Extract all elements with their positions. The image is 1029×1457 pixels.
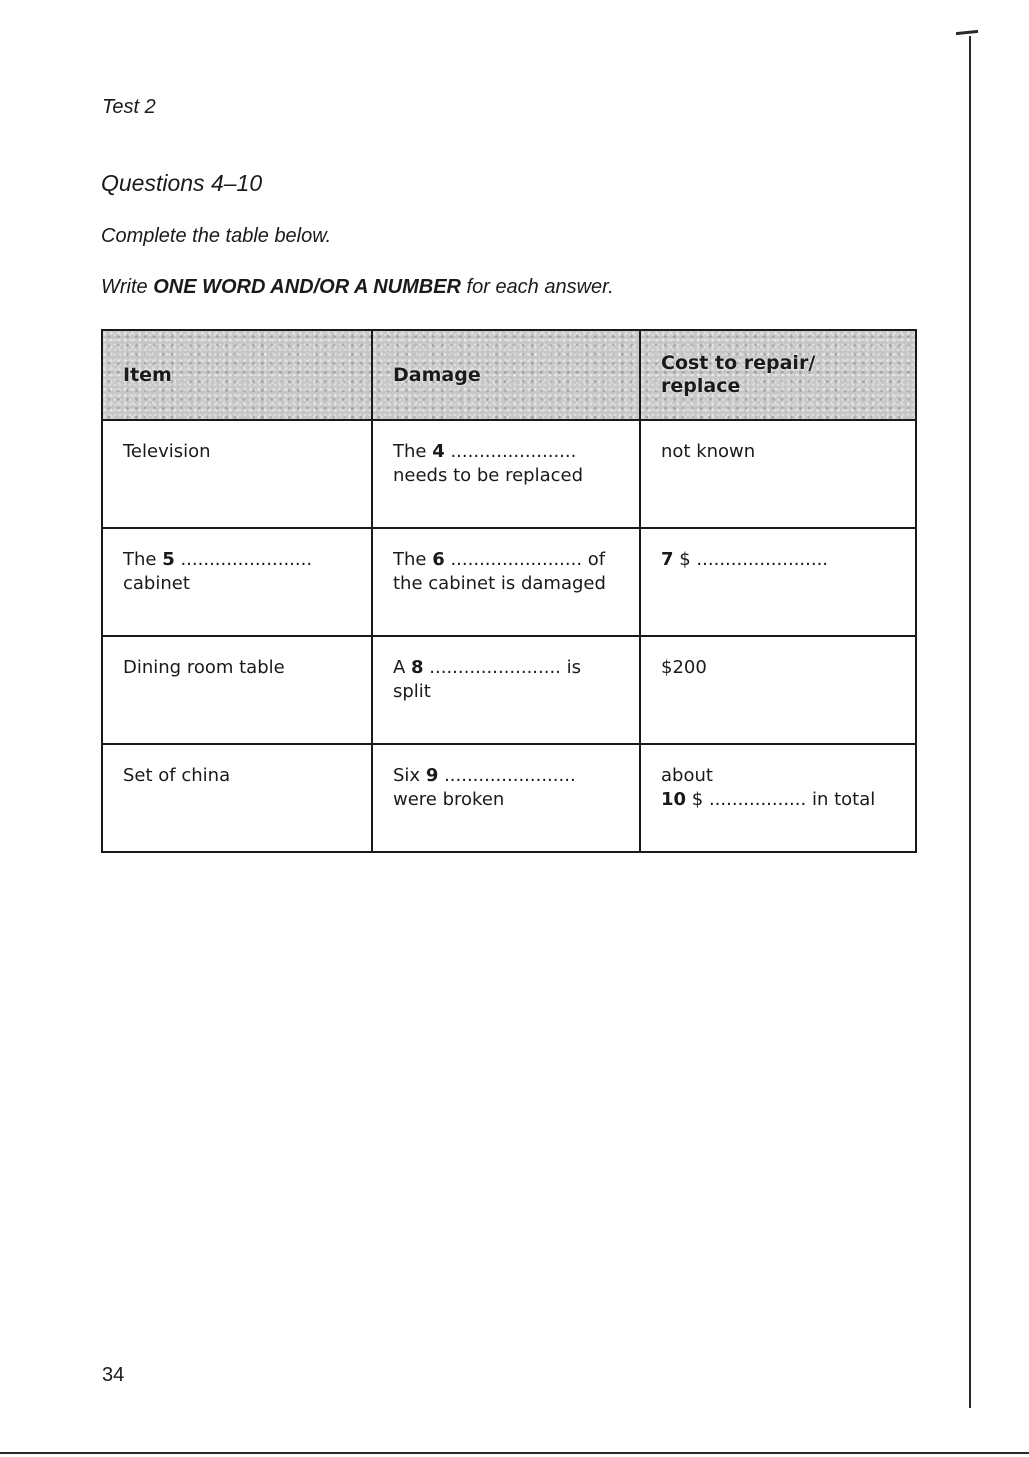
cell-damage: [372, 420, 640, 528]
answer-blank[interactable]: $ .......................: [673, 549, 829, 570]
header-item: Item: [102, 330, 372, 420]
cell-damage: [372, 744, 640, 852]
cell-text: The: [123, 549, 163, 570]
cell-text: needs to be replaced: [393, 465, 584, 486]
cell-item: [102, 744, 372, 852]
cell-text: The: [393, 441, 433, 462]
header-damage: Damage: [372, 330, 640, 420]
answer-blank[interactable]: .......................: [438, 765, 576, 786]
page-header: Test 2: [102, 96, 156, 118]
question-number: 9: [425, 765, 439, 786]
question-number: 4: [432, 441, 445, 462]
answer-blank[interactable]: ....................... of: [444, 549, 606, 570]
table-row: [102, 744, 916, 852]
instruction-prefix: Write: [101, 276, 154, 298]
question-number: 6: [432, 549, 445, 570]
cell-text: Six: [393, 765, 426, 786]
bottom-edge-rule: [0, 1452, 1029, 1454]
answer-format-instruction: [101, 276, 614, 299]
instruction-text: Complete the table below.: [101, 225, 332, 247]
cell-damage: [372, 636, 640, 744]
answer-blank[interactable]: .......................: [174, 549, 313, 570]
cell-item: [102, 528, 372, 636]
cell-text: The: [393, 549, 433, 570]
margin-rule: [969, 36, 971, 1408]
cell-cost: [640, 744, 916, 852]
cell-cost: [640, 528, 916, 636]
cell-item: [102, 420, 372, 528]
page-number: 34: [102, 1364, 125, 1386]
table-row: [102, 420, 916, 528]
section-title: Questions 4–10: [101, 170, 263, 196]
answer-blank[interactable]: ....................... is: [423, 657, 581, 678]
cell-text: Dining room table: [123, 657, 285, 678]
question-number: 7: [661, 549, 674, 570]
table-row: [102, 528, 916, 636]
question-number: 5: [162, 549, 175, 570]
question-number: 8: [411, 657, 424, 678]
header-cost: Cost to repair/ replace: [640, 330, 916, 420]
cell-text: about: [661, 765, 713, 786]
cell-text: Television: [123, 441, 211, 462]
cell-text: cabinet: [123, 573, 190, 594]
cell-text: were broken: [393, 789, 505, 810]
cell-text: A: [393, 657, 412, 678]
cell-text: not known: [661, 441, 756, 462]
margin-rule-cap: [956, 30, 978, 35]
cell-text: split: [393, 681, 431, 702]
cell-text: Set of china: [123, 765, 231, 786]
cell-cost: [640, 420, 916, 528]
question-number: 10: [661, 789, 687, 810]
completion-table: [101, 329, 917, 853]
table-header-row: [102, 330, 916, 420]
answer-blank[interactable]: ......................: [444, 441, 577, 462]
cell-text: the cabinet is damaged: [393, 573, 606, 594]
cell-text: $200: [661, 657, 707, 678]
answer-blank[interactable]: $ ................. in total: [686, 789, 876, 810]
table-row: [102, 636, 916, 744]
cell-cost: [640, 636, 916, 744]
instruction-emphasis: ONE WORD AND/OR A NUMBER: [153, 276, 461, 298]
cell-item: [102, 636, 372, 744]
cell-damage: [372, 528, 640, 636]
instruction-suffix: for each answer.: [460, 276, 614, 298]
